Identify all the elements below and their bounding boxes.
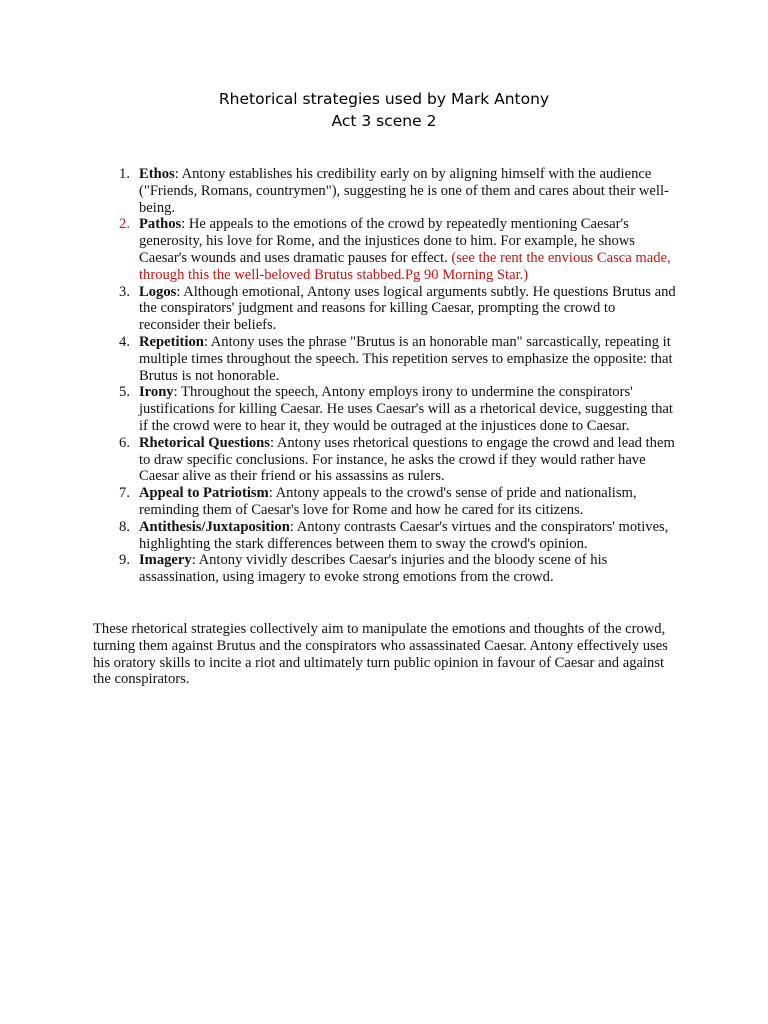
- item-term: Appeal to Patriotism: [139, 485, 269, 502]
- list-item-repetition: [112, 334, 678, 384]
- item-text: : Antony contrasts Caesar's virtues and the conspirators' motives, highlighting the stark differences between them to sway the crowd's opinion.: [139, 518, 669, 552]
- item-term: Imagery: [139, 552, 192, 569]
- list-item-imagery: [112, 552, 678, 586]
- item-annotation: (see the rent the envious Casca made, through this the well-beloved Brutus stabbed.Pg 90 Morning Star.): [139, 249, 671, 283]
- list-item-logos: [112, 284, 678, 334]
- item-text: : Antony establishes his credibility early on by aligning himself with the audience ("Friends, Romans, countrymen"), suggesting he is one of them and cares about their well-being.: [139, 166, 669, 216]
- item-term: Logos: [139, 283, 177, 300]
- item-number: 8.: [119, 518, 130, 535]
- item-number: 6.: [119, 434, 130, 451]
- list-item-ethos: [112, 166, 678, 216]
- item-number: 4.: [119, 333, 130, 350]
- item-text: : Antony uses the phrase "Brutus is an honorable man" sarcastically, repeating it multiple times throughout the speech. This repetition serves to emphasize the opposite: that Brutus is not honorable.: [139, 333, 673, 384]
- title-line-1: Rhetorical strategies used by Mark Antony: [218, 90, 550, 108]
- list-item-irony: [112, 384, 678, 434]
- item-term: Ethos: [139, 166, 175, 182]
- item-text: : Although emotional, Antony uses logical arguments subtly. He questions Brutus and the conspirators' judgment and reasons for killing Caesar, prompting the crowd to reconsider their beliefs.: [139, 283, 676, 334]
- item-text: : Throughout the speech, Antony employs irony to undermine the conspirators' justifications for killing Caesar. He uses Caesar's will as a rhetorical device, suggesting that if the crowd were to hear it, they would be outraged at the injustices done to Caesar.: [139, 384, 673, 434]
- item-text: : Antony appeals to the crowd's sense of pride and nationalism, reminding them of Caesar's love for Rome and how he cared for its citizens.: [139, 485, 637, 518]
- strategy-list: [112, 166, 678, 586]
- list-item-pathos: [112, 216, 678, 283]
- summary-paragraph: These rhetorical strategies collectively aim to manipulate the emotions and thoughts of the crowd, turning them against Brutus and the conspirators who assassinated Caesar. Antony effectively uses his oratory skills to incite a riot and ultimately turn public opinion in favour of Caesar and against the conspirators.: [93, 621, 668, 688]
- item-term: Rhetorical Questions: [139, 434, 270, 451]
- list-item-rhetorical-questions: [112, 435, 678, 485]
- item-number: 1.: [119, 166, 130, 182]
- item-number: 3.: [119, 283, 130, 300]
- item-term: Antithesis/Juxtaposition: [139, 518, 290, 535]
- item-text: : Antony uses rhetorical questions to engage the crowd and lead them to draw specific conclusions. For instance, he asks the crowd if they would rather have Caesar alive as their friend or his assassins as rulers.: [139, 434, 675, 485]
- item-term: Pathos: [139, 216, 182, 233]
- item-number: 9.: [119, 552, 130, 569]
- item-term: Repetition: [139, 333, 204, 350]
- title-line-2: Act 3 scene 2: [331, 112, 437, 130]
- item-number: 2.: [119, 216, 130, 233]
- list-item-antithesis: [112, 519, 678, 553]
- list-item-appeal-to-patriotism: [112, 485, 678, 519]
- item-term: Irony: [139, 384, 174, 401]
- item-text: : He appeals to the emotions of the crowd by repeatedly mentioning Caesar's generosity, his love for Rome, and the injustices done to him. For example, he shows Caesar's wounds and uses dramatic pauses for effect.: [139, 216, 635, 266]
- item-number: 7.: [119, 485, 130, 502]
- item-number: 5.: [119, 384, 130, 401]
- item-text: : Antony vividly describes Caesar's injuries and the bloody scene of his assassination, using imagery to evoke strong emotions from the crowd.: [139, 552, 608, 586]
- document-title: [0, 88, 768, 132]
